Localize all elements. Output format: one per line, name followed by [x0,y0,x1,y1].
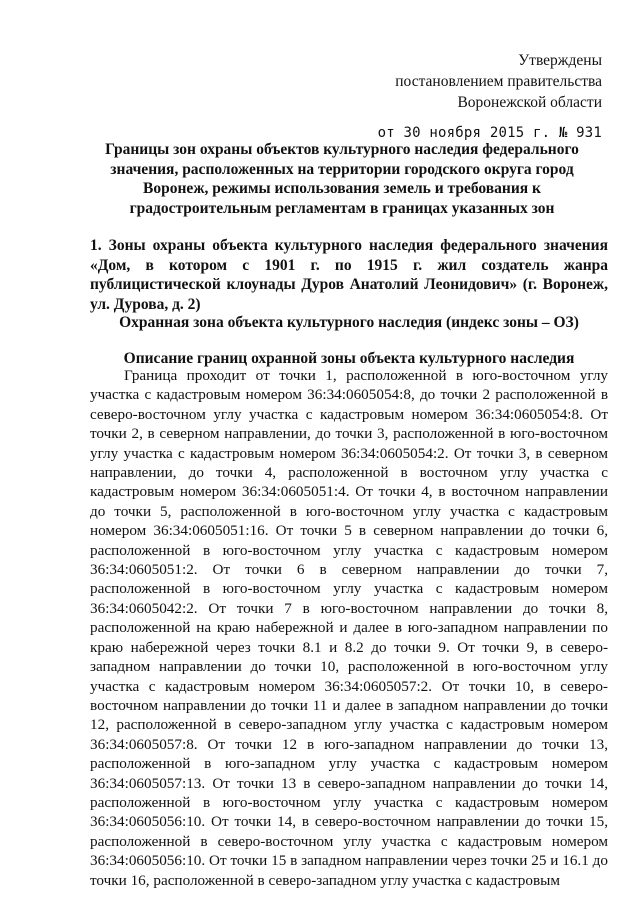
section-heading: 1. Зоны охраны объекта культурного наследия федерального значения «Дом, в котором с 1901 г. по 1915 г. жил создатель жанра публицистической клоунады Дуров Анатолий Леонидович» (г. Воронеж, ул. Дурова, д. 2) [90,237,608,313]
description-heading: Описание границ охранной зоны объекта культурного наследия [123,350,575,367]
boundary-description-paragraph: Граница проходит от точки 1, расположенной в юго-восточном углу участка с кадастровым номером 36:34:0605054:8, до точки 2 расположенной в северо-восточном углу участка с кадастровым номером 36:34:0605054:8. От точки 2, в северном направлении, до точки 3, расположенной в юго-восточном углу участка с кадастровым номером 36:34:0605054:2. От точки 3, в северном направлении, до точки 4, расположенной в восточном углу участка с кадастровым номером 36:34:0605051:4. От точки 4, в восточном направлении до точки 5, расположенной в юго-восточном углу участка с кадастровым номером 36:34:0605051:16. От точки 5 в северном направлении до точки 6, расположенной в юго-восточном углу участка с кадастровым номером 36:34:0605051:2. От точки 6 в северном направлении до точки 7, расположенной в юго-восточном углу участка с кадастровым номером 36:34:0605042:2. От точки 7 в юго-восточном направлении до точки 8, расположенной на краю набережной и далее в юго-западном направлении по краю набережной через точки 8.1 и 8.2 до точки 9. От точки 9, в северо-западном направлении до точки 10, расположенной в юго-восточном углу участка с кадастровым номером 36:34:0605057:2. От точки 10, в северо-восточном направлении до точки 11 и далее в западном направлении до точки 12, расположенной в северо-западном углу участка с кадастровым номером 36:34:0605057:8. От точки 12 в юго-западном направлении до точки 13, расположенной в юго-западном углу участка с кадастровым номером 36:34:0605057:13. От точки 13 в северо-западном направлении до точки 14, расположенной в юго-восточном углу участка с кадастровым номером 36:34:0605056:10. От точки 14, в северо-восточном направлении до точки 15, расположенной в северо-восточном углу участка с кадастровым номером 36:34:0605056:10. От точки 15 в западном направлении через точки 25 и 16.1 до точки 16, расположенной в северо-западном углу участка с кадастровым [90,367,608,889]
approval-line-approved: Утверждены [518,52,602,69]
approval-date: от 30 ноября 2015 г. № 931 [377,125,602,141]
document-title: Границы зон охраны объектов культурного наследия федерального значения, расположенных на территории городского округа город Воронеж, режимы использования земель и требования к градостроительным регламентам в границах указанных зон [105,141,579,217]
approval-line-resolution: постановлением правительства [395,73,602,90]
approval-line-region: Воронежской области [457,94,602,111]
approval-stamp [378,50,602,144]
zone-heading: Охранная зона объекта культурного наследия (индекс зоны – ОЗ) [119,314,579,331]
